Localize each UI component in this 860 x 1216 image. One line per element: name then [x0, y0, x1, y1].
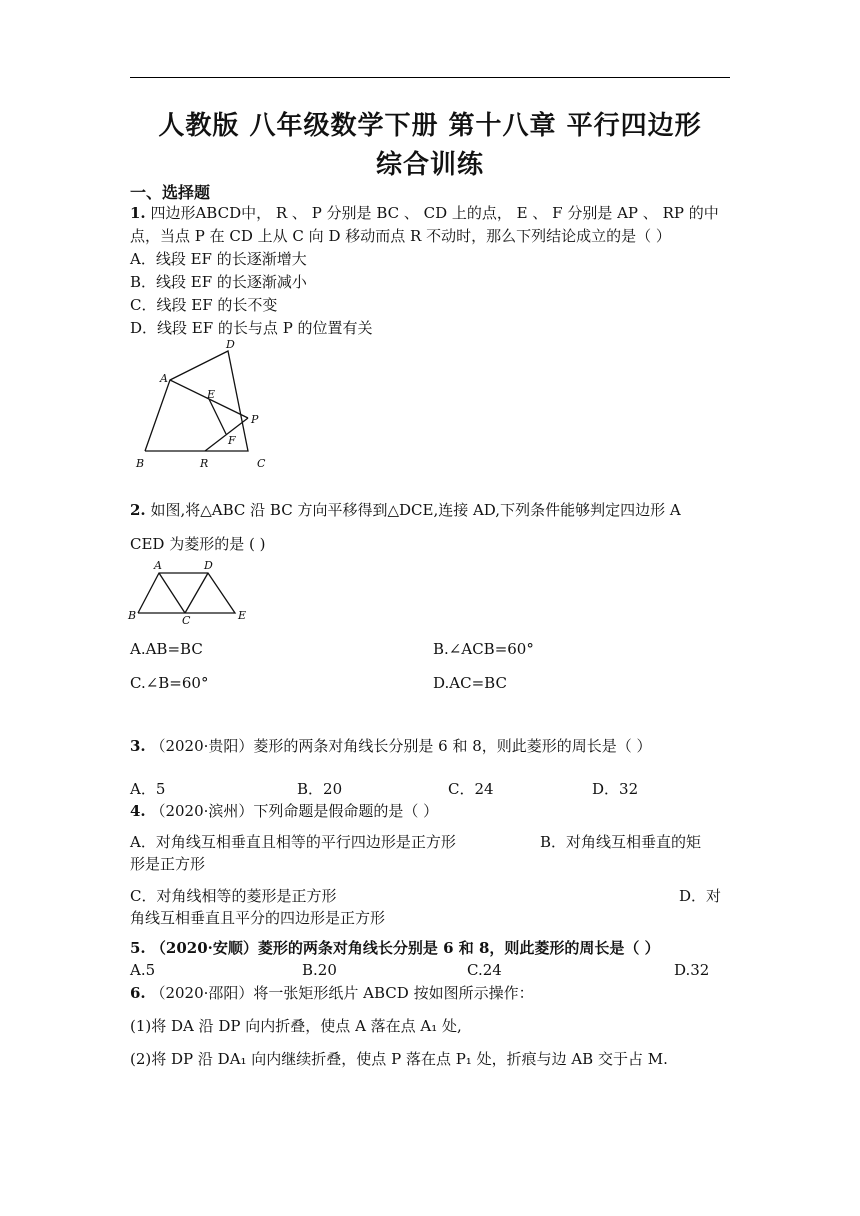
q3-option-a: A．5 — [130, 780, 166, 798]
q2-option-b: B.∠ACB=60° — [433, 640, 534, 658]
q2-label-a: A — [154, 559, 162, 572]
q5-option-b: B.20 — [302, 961, 337, 979]
q5-option-a: A.5 — [130, 961, 156, 979]
q1-label-f: F — [228, 434, 236, 447]
q1-label-d: D — [226, 338, 235, 351]
q1-segment-ef — [209, 399, 226, 434]
doc-title-line2: 综合训练 — [375, 150, 484, 180]
section-heading: 一、选择题 — [130, 183, 211, 202]
q2-label-e: E — [238, 609, 247, 622]
q5-stem: （2020·安顺）菱形的两条对角线长分别是 6 和 8，则此菱形的周长是（ ） — [150, 939, 660, 957]
q2-line1 — [130, 500, 681, 520]
q4-line — [130, 801, 438, 821]
doc-title-line1: 人教版 八年级数学下册 第十八章 平行四边形 — [158, 111, 702, 141]
q1-label-p: P — [251, 413, 259, 426]
q2-label-c: C — [182, 614, 191, 627]
q5-line — [130, 938, 660, 958]
q1-label-b: B — [136, 457, 145, 470]
q3-line — [130, 736, 652, 756]
q1-label-c: C — [257, 457, 266, 470]
q1-number: 1. — [130, 204, 146, 222]
q2-option-d: D.AC=BC — [433, 674, 507, 692]
q5-option-d: D.32 — [674, 961, 710, 979]
q3-number: 3. — [130, 737, 146, 755]
q4-option-b-line2: 形是正方形 — [130, 855, 206, 873]
q4-number: 4. — [130, 802, 146, 820]
q1-option-b: B．线段 EF 的长逐渐减小 — [130, 273, 307, 291]
q4-option-a: A．对角线互相垂直且相等的平行四边形是正方形 — [130, 833, 456, 851]
q6-number: 6. — [130, 984, 146, 1002]
q1-option-d: D．线段 EF 的长与点 P 的位置有关 — [130, 319, 373, 337]
q6-stem: （2020·邵阳）将一张矩形纸片 ABCD 按如图所示操作： — [150, 984, 534, 1002]
q1-figure — [130, 336, 280, 476]
q2-segment-dc — [185, 573, 208, 613]
q5-option-c: C.24 — [467, 961, 502, 979]
q4-option-b-line1: B．对角线互相垂直的矩 — [540, 833, 702, 851]
q1-stem-line1: 四边形ABCD中， R 、 P 分别是 BC 、 CD 上的点， E 、 F 分别是 AP 、 RP 的中 — [150, 204, 719, 222]
q2-label-b: B — [128, 609, 137, 622]
q1-line1 — [130, 203, 719, 223]
q1-label-a: A — [160, 372, 168, 385]
q1-option-a: A．线段 EF 的长逐渐增大 — [130, 250, 307, 268]
q2-stem-line1: 如图,将△ABC 沿 BC 方向平移得到△DCE,连接 AD,下列条件能够判定四边形 A — [150, 501, 681, 519]
q4-stem: （2020·滨州）下列命题是假命题的是（ ） — [150, 802, 439, 820]
header-rule — [130, 77, 730, 78]
q3-option-c: C．24 — [448, 780, 494, 798]
q5-number: 5. — [130, 939, 146, 957]
q2-label-d: D — [204, 559, 213, 572]
q2-figure — [124, 558, 256, 628]
q3-option-b: B．20 — [297, 780, 343, 798]
q2-stem-line2: CED 为菱形的是 ( ) — [130, 535, 266, 553]
q2-outline — [138, 573, 235, 613]
q2-option-c: C.∠B=60° — [130, 674, 209, 692]
q1-label-r: R — [200, 457, 209, 470]
q6-line — [130, 983, 534, 1003]
q1-stem-line2: 点，当点 P 在 CD 上从 C 向 D 移动而点 R 不动时，那么下列结论成立的是（ ） — [130, 227, 671, 245]
q6-step2: (2)将 DP 沿 DA₁ 向内继续折叠，使点 P 落在点 P₁ 处，折痕与边 AB 交于占 M. — [130, 1050, 668, 1068]
q1-label-e: E — [207, 388, 216, 401]
q4-option-d-line2: 角线互相垂直且平分的四边形是正方形 — [130, 909, 386, 927]
q1-option-c: C．线段 EF 的长不变 — [130, 296, 278, 314]
q3-option-d: D．32 — [592, 780, 639, 798]
q4-option-c: C．对角线相等的菱形是正方形 — [130, 887, 337, 905]
q2-segment-ac — [159, 573, 185, 613]
q2-option-a: A.AB=BC — [130, 640, 203, 658]
q3-stem: （2020·贵阳）菱形的两条对角线长分别是 6 和 8，则此菱形的周长是（ ） — [150, 737, 652, 755]
q4-option-d-line1: D．对 — [679, 887, 722, 905]
q1-segment-rp — [205, 418, 248, 451]
q6-step1: (1)将 DA 沿 DP 向内折叠，使点 A 落在点 A₁ 处, — [130, 1017, 462, 1035]
q2-number: 2. — [130, 501, 146, 519]
